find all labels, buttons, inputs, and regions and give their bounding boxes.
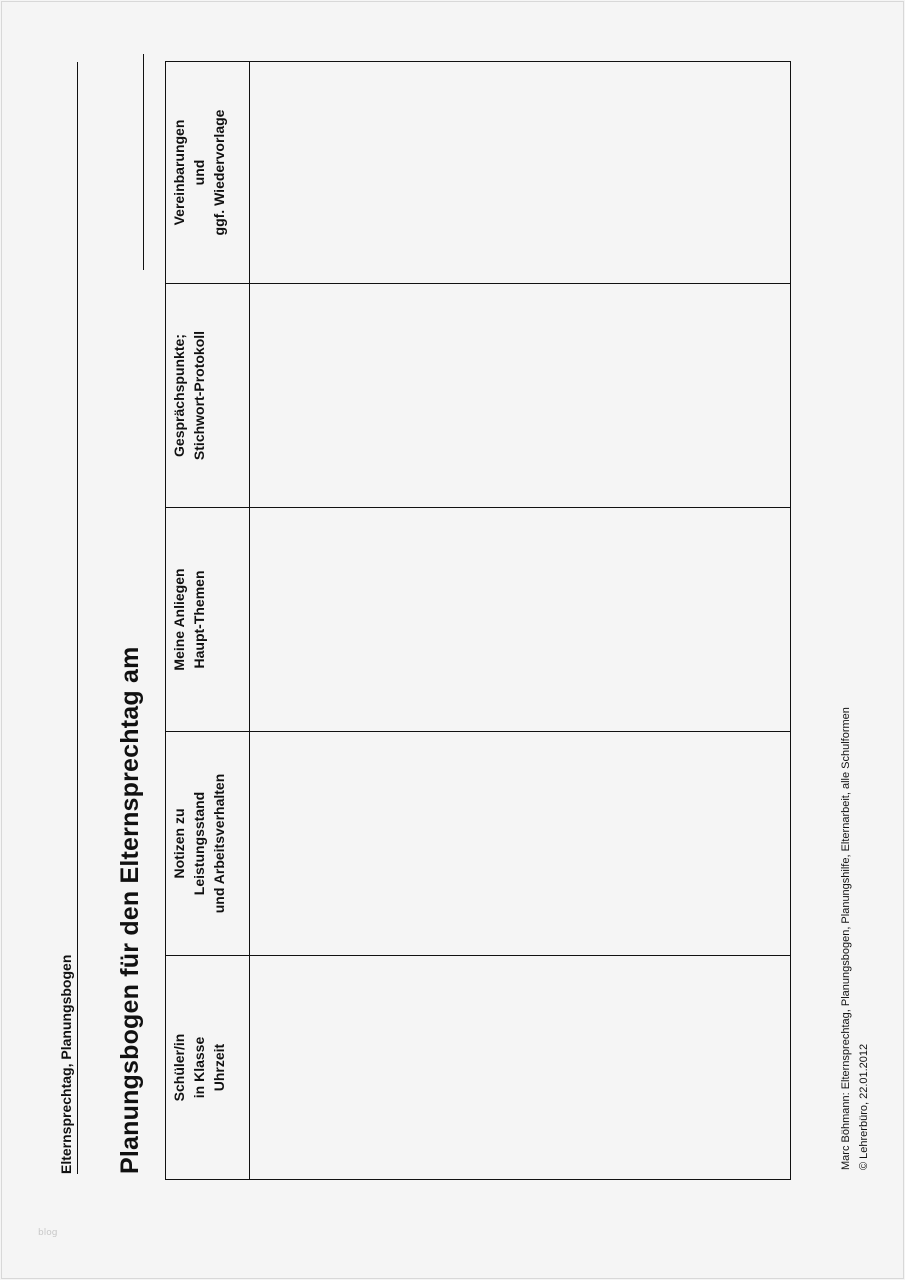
entry-cell-notes[interactable] [250,732,791,956]
entry-cell-student[interactable] [250,956,791,1180]
entry-cell-discussion[interactable] [250,284,791,508]
entry-cell-agreements[interactable] [250,62,791,284]
date-blank-line [143,54,144,270]
column-header-concerns [166,508,250,732]
column-header-discussion [166,284,250,508]
watermark: blog [38,1228,58,1238]
entry-cell-concerns[interactable] [250,508,791,732]
header-line: Schüler/in [171,1033,187,1102]
header-line: Gesprächspunkte; [171,334,187,457]
header-line: ggf. Wiedervorlage [211,109,227,236]
header-line: Stichwort-Protokoll [191,330,207,461]
header-line: Vereinbarungen [171,119,187,226]
column-header-notes [166,732,250,956]
table-row [250,62,791,1180]
header-line: Uhrzeit [211,1043,227,1092]
header-line: in Klasse [191,1036,207,1099]
column-header-student [166,956,250,1180]
column-header-agreements [166,62,250,284]
planning-table [165,61,791,1180]
page-title: Planungsbogen für den Elternsprechtag am [116,646,144,1174]
header-line: und [191,159,207,186]
document-header: Elternsprechtag, Planungsbogen [58,954,74,1174]
table-header-row [166,62,250,1180]
footer-credit: Marc Böhmann: Elternsprechtag, Planungsbogen, Planungshilfe, Elternarbeit, alle Schulformen [840,707,852,1170]
header-line: Meine Anliegen [171,568,187,671]
header-line: Haupt-Themen [191,570,207,669]
header-line: und Arbeitsverhalten [211,773,227,914]
header-rule [77,62,78,1174]
header-line: Notizen zu [171,808,187,879]
footer-copyright: © Lehrerbüro, 22.01.2012 [858,1043,870,1170]
header-line: Leistungsstand [191,791,207,896]
